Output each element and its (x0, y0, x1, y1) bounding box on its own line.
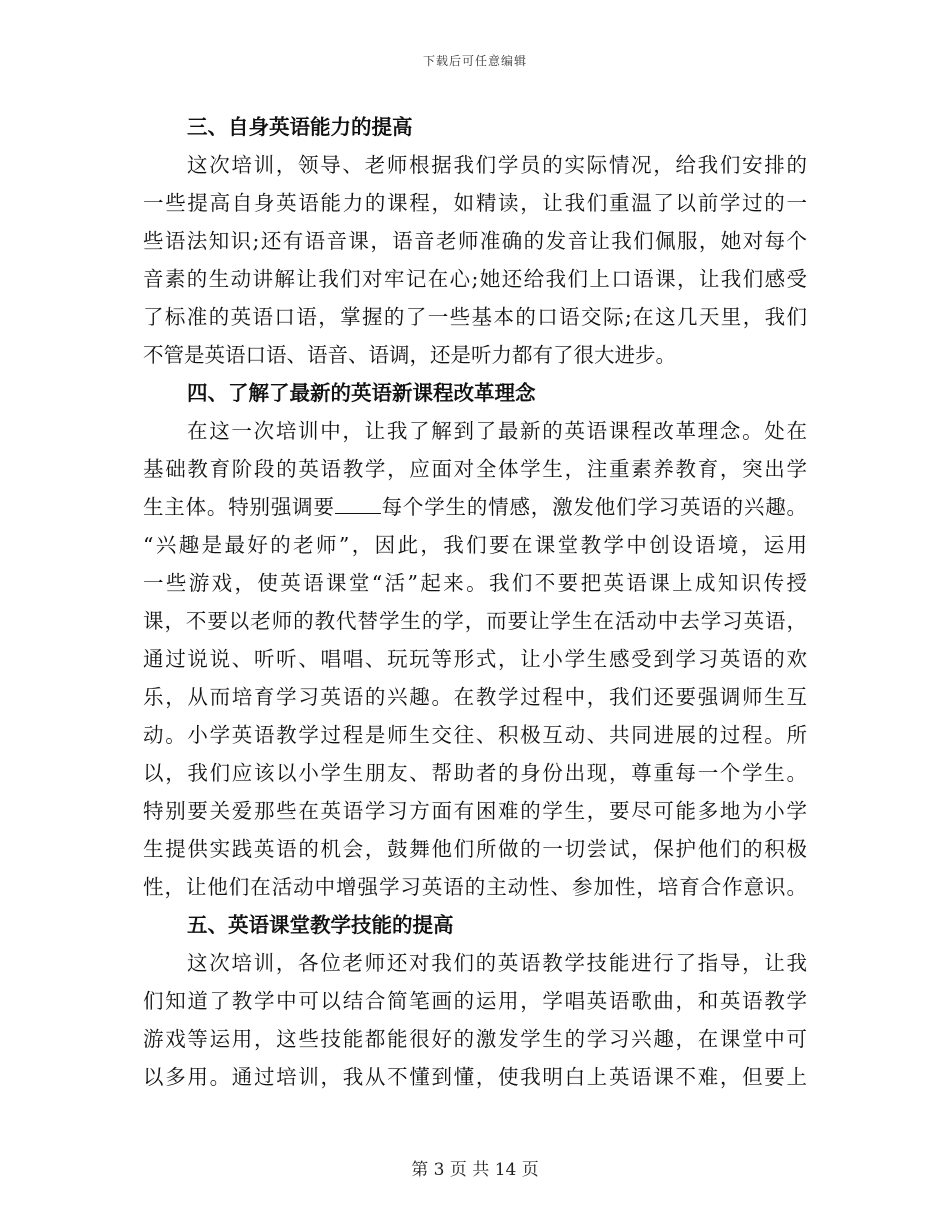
paragraph-line: 特别要关爱那些在英语学习方面有困难的学生，要尽可能多地为小学 (143, 799, 807, 823)
paragraph-line: 在这一次培训中，让我了解到了最新的英语课程改革理念。处在 (187, 419, 807, 443)
paragraph-line-with-blank (143, 488, 807, 526)
page-header-note: 下载后可任意编辑 (422, 54, 527, 68)
paragraph-line: 这次培训，领导、老师根据我们学员的实际情况，给我们安排的 (187, 153, 807, 177)
line-text-before-blank: 生主体。特别强调要 (143, 495, 335, 519)
paragraph-line: 游戏等运用，这些技能都能很好的激发学生的学习兴趣，在课堂中可 (143, 1027, 807, 1051)
paragraph-line: 不管是英语口语、语音、语调，还是听力都有了很大进步。 (143, 343, 676, 367)
paragraph-line: 生提供实践英语的机会，鼓舞他们所做的一切尝试，保护他们的积极 (143, 837, 807, 861)
paragraph-line: 些语法知识;还有语音课，语音老师准确的发音让我们佩服，她对每个 (143, 229, 807, 253)
paragraph-line: 乐，从而培育学习英语的兴趣。在教学过程中，我们还要强调师生互 (143, 685, 807, 709)
section-heading: 四、了解了最新的英语新课程改革理念 (187, 381, 536, 405)
fill-in-blank (335, 493, 381, 514)
paragraph-line: 以，我们应该以小学生朋友、帮助者的身份出现，尊重每一个学生。 (143, 761, 807, 785)
paragraph-line: 课，不要以老师的教代替学生的学，而要让学生在活动中去学习英语， (143, 609, 807, 633)
paragraph-line: 一些提高自身英语能力的课程，如精读，让我们重温了以前学过的一 (143, 191, 807, 215)
paragraph-line: 了标准的英语口语，掌握的了一些基本的口语交际;在这几天里，我们 (143, 305, 807, 329)
page-number: 第 3 页 共 14 页 (411, 1160, 539, 1180)
paragraph-line: 一些游戏，使英语课堂“活”起来。我们不要把英语课上成知识传授 (143, 571, 807, 595)
paragraph-line: “兴趣是最好的老师”，因此，我们要在课堂教学中创设语境，运用 (143, 533, 807, 557)
document-body (143, 108, 807, 1096)
paragraph-line: 音素的生动讲解让我们对牢记在心;她还给我们上口语课，让我们感受 (143, 267, 807, 291)
line-text-after-blank: 每个学生的情感，激发他们学习英语的兴趣。 (380, 495, 807, 519)
paragraph-line: 们知道了教学中可以结合简笔画的运用，学唱英语歌曲，和英语教学 (143, 989, 807, 1013)
paragraph-line: 性，让他们在活动中增强学习英语的主动性、参加性，培育合作意识。 (143, 875, 807, 899)
paragraph-line: 基础教育阶段的英语教学，应面对全体学生，注重素养教育，突出学 (143, 457, 807, 481)
paragraph-line: 以多用。通过培训，我从不懂到懂，使我明白上英语课不难，但要上 (143, 1065, 807, 1089)
paragraph-line: 通过说说、听听、唱唱、玩玩等形式，让小学生感受到学习英语的欢 (143, 647, 807, 671)
paragraph-line: 这次培训，各位老师还对我们的英语教学技能进行了指导，让我 (187, 951, 807, 975)
section-heading: 五、英语课堂教学技能的提高 (187, 913, 454, 937)
paragraph-line: 动。小学英语教学过程是师生交往、积极互动、共同进展的过程。所 (143, 723, 807, 747)
section-heading: 三、自身英语能力的提高 (187, 115, 413, 139)
